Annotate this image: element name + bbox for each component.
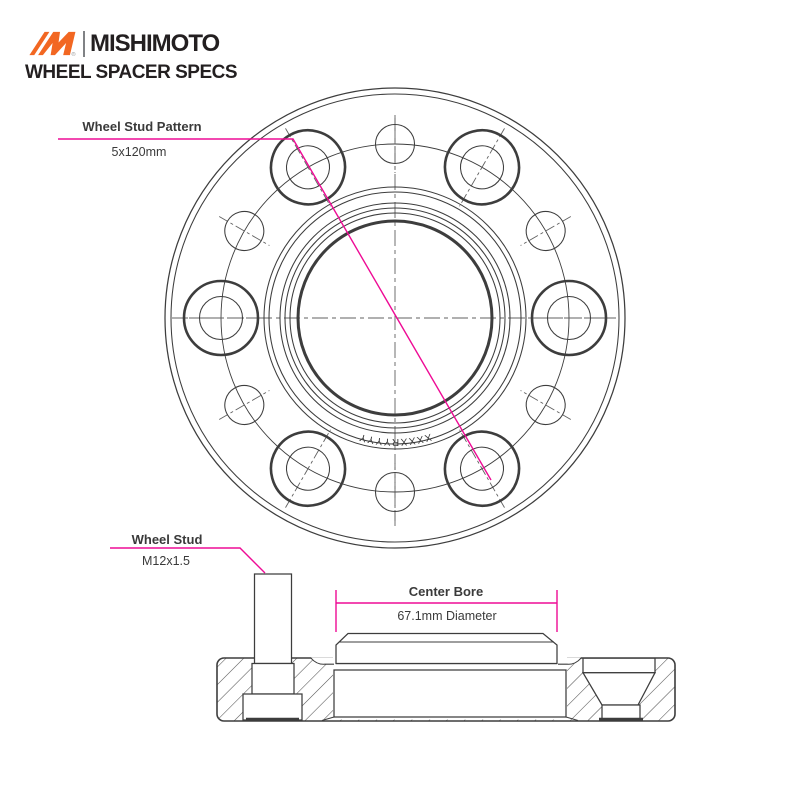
lug-hole-300: [209, 200, 279, 263]
wheel-stud-label: Wheel Stud: [131, 532, 203, 547]
lug-hole-60: [511, 200, 581, 263]
stud-hole-330: [253, 110, 362, 225]
lug-hole-120: [511, 374, 581, 437]
stud-hole-270: [176, 281, 266, 355]
lug-hole-180: [376, 463, 415, 521]
brand-name: MISHIMOTO: [90, 30, 220, 57]
stud-hole-90: [524, 281, 614, 355]
counterbore-opening: [583, 658, 655, 673]
page-title: WHEEL SPACER SPECS: [25, 62, 238, 83]
stud-shaft: [255, 574, 292, 664]
stud-pattern-value: 5x120mm: [111, 145, 167, 159]
stud-hole-30: [427, 110, 536, 225]
center-bore-value: 67.1mm Diameter: [397, 609, 497, 623]
registered-mark: ®: [71, 52, 76, 57]
wheel-stud-value: M12x1.5: [142, 554, 190, 568]
stud-hole-150: [427, 411, 536, 526]
stud-hole-210: [253, 411, 362, 526]
center-bore-label: Center Bore: [408, 584, 484, 599]
lug-hole-240: [209, 374, 279, 437]
part-marking-text: XXXXRYYYY: [357, 430, 433, 448]
hub-centric-lip: [336, 634, 557, 664]
hub-step-lower: [334, 670, 566, 717]
countersink-cylinder: [602, 705, 640, 720]
section-view: [110, 548, 675, 721]
lug-hole-0: [376, 115, 415, 173]
stud-spline: [252, 664, 294, 695]
wheel-stud-section: [243, 574, 302, 720]
stud-head: [243, 694, 302, 720]
stud-pattern-label: Wheel Stud Pattern: [82, 119, 202, 134]
